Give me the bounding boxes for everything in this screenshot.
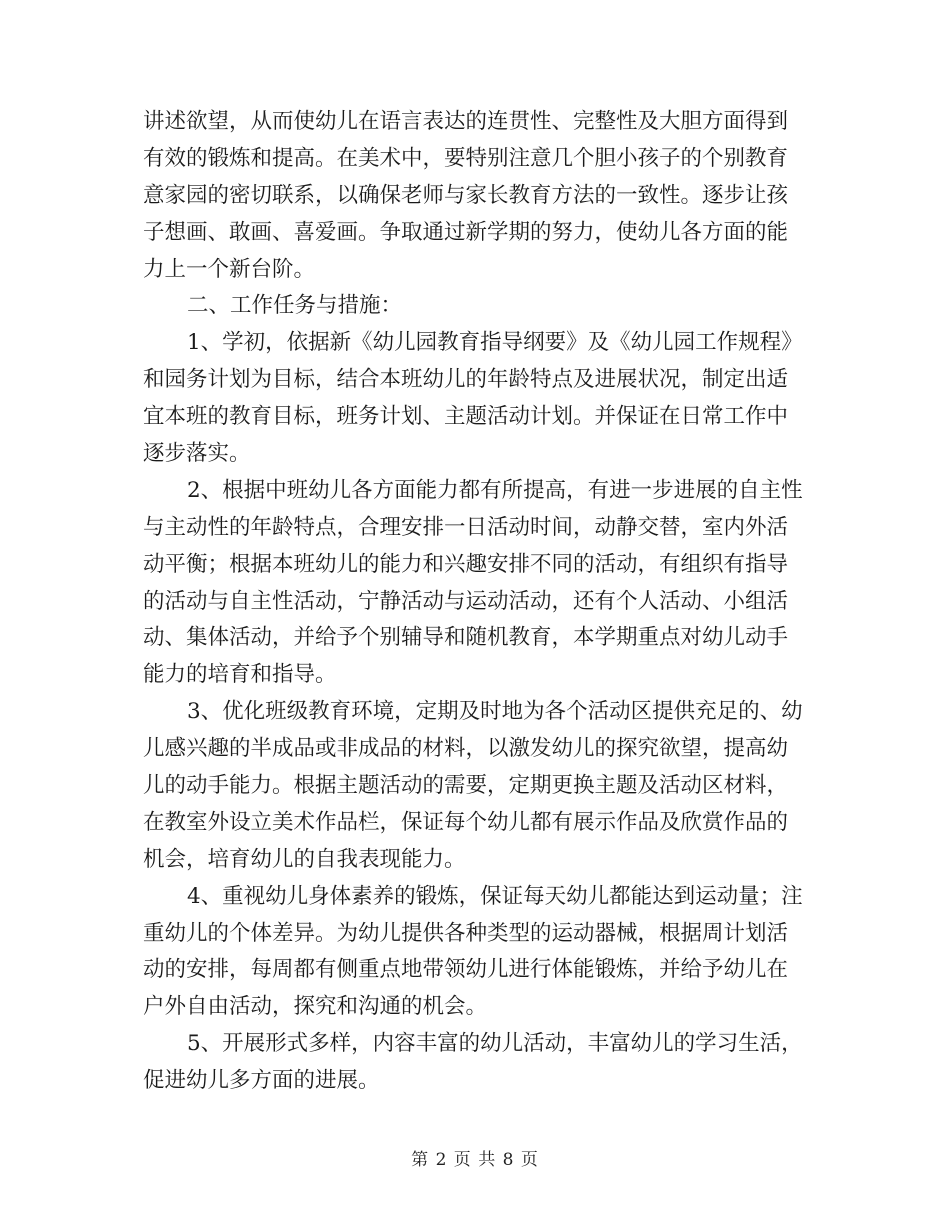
- text-line: 子想画、敢画、喜爱画。争取通过新学期的努力，使幼儿各方面的能: [143, 219, 789, 245]
- text-line: 的活动与自主性活动，宁静活动与运动活动，还有个人活动、小组活: [143, 588, 789, 614]
- text-line: 户外自由活动，探究和沟通的机会。: [143, 994, 488, 1020]
- text-line: 动、集体活动，并给予个别辅导和随机教育，本学期重点对幼儿动手: [143, 625, 789, 651]
- text-line: 儿的动手能力。根据主题活动的需要，定期更换主题及活动区材料，: [143, 773, 789, 799]
- text-line: 二、工作任务与措施：: [187, 293, 403, 319]
- text-line: 宜本班的教育目标，班务计划、主题活动计划。并保证在日常工作中: [143, 404, 789, 430]
- text-line: 机会，培育幼儿的自我表现能力。: [143, 846, 466, 872]
- text-line: 动平衡；根据本班幼儿的能力和兴趣安排不同的活动，有组织有指导: [143, 551, 789, 577]
- text-line: 促进幼儿多方面的进展。: [143, 1068, 380, 1094]
- text-line: 意家园的密切联系，以确保老师与家长教育方法的一致性。逐步让孩: [143, 182, 789, 208]
- text-line: 重幼儿的个体差异。为幼儿提供各种类型的运动器械，根据周计划活: [143, 920, 789, 946]
- text-line: 与主动性的年龄特点，合理安排一日活动时间，动静交替，室内外活: [143, 514, 789, 540]
- text-line: 3、优化班级教育环境，定期及时地为各个活动区提供充足的、幼: [187, 699, 803, 725]
- text-line: 1、学初，依据新《幼儿园教育指导纲要》及《幼儿园工作规程》: [187, 330, 803, 356]
- document-body: [143, 104, 808, 1100]
- text-line: 讲述欲望，从而使幼儿在语言表达的连贯性、完整性及大胆方面得到: [143, 109, 789, 134]
- text-line: 逐步落实。: [143, 441, 251, 467]
- text-line: 5、开展形式多样，内容丰富的幼儿活动，丰富幼儿的学习生活，: [187, 1031, 803, 1057]
- text-line: 儿感兴趣的半成品或非成品的材料，以激发幼儿的探究欲望，提高幼: [143, 736, 789, 762]
- text-line: 动的安排，每周都有侧重点地带领幼儿进行体能锻炼，并给予幼儿在: [143, 957, 789, 983]
- text-line: 力上一个新台阶。: [143, 256, 316, 282]
- text-line: 和园务计划为目标，结合本班幼儿的年龄特点及进展状况，制定出适: [143, 367, 789, 393]
- text-line: 有效的锻炼和提高。在美术中，要特别注意几个胆小孩子的个别教育: [143, 145, 789, 171]
- text-line: 在教室外设立美术作品栏，保证每个幼儿都有展示作品及欣赏作品的: [143, 809, 789, 835]
- text-line: 能力的培育和指导。: [143, 662, 337, 688]
- text-line: 2、根据中班幼儿各方面能力都有所提高，有进一步进展的自主性: [187, 477, 803, 503]
- page-footer: 第 2 页 共 8 页: [411, 1150, 539, 1170]
- text-line: 4、重视幼儿身体素养的锻炼，保证每天幼儿都能达到运动量；注: [187, 883, 803, 909]
